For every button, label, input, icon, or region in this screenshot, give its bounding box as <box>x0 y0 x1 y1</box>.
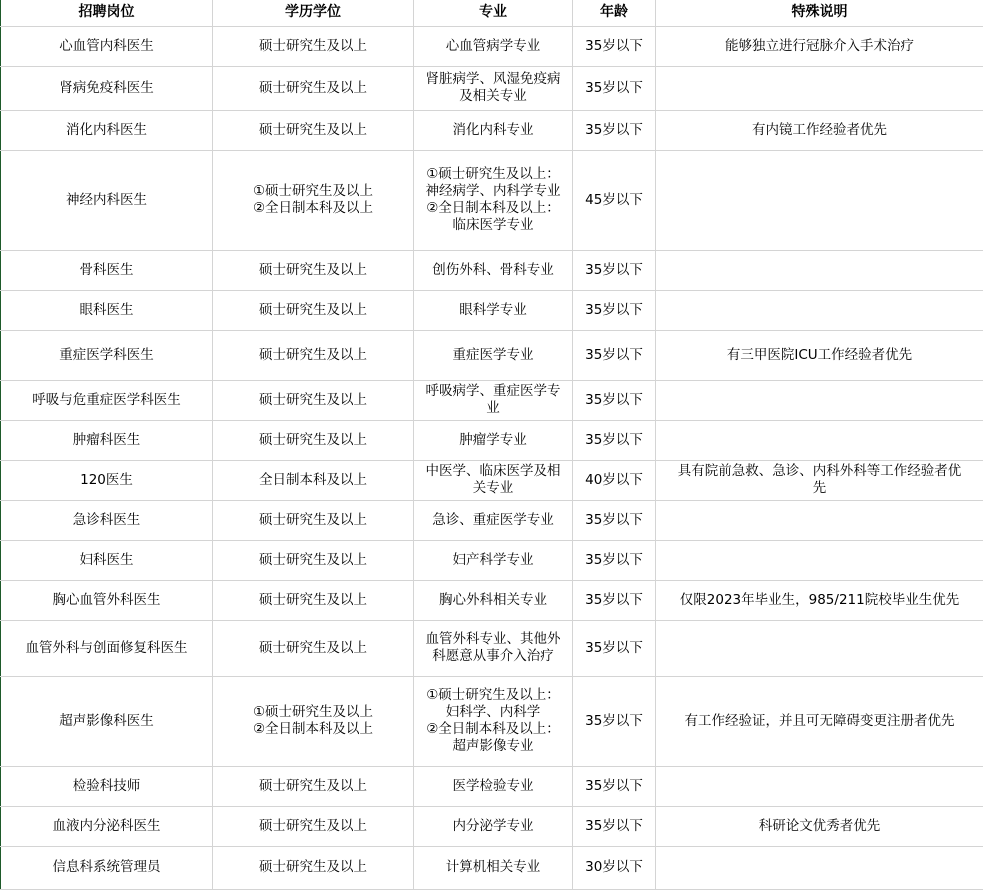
post-cell: 重症医学科医生 <box>1 330 213 380</box>
major-cell: 医学检验专业 <box>414 766 573 806</box>
table-body <box>1 26 983 889</box>
note-cell <box>656 250 983 290</box>
age-cell: 35岁以下 <box>573 500 656 540</box>
major-cell: 呼吸病学、重症医学专 业 <box>414 380 573 420</box>
age-cell: 40岁以下 <box>573 460 656 500</box>
post-cell: 消化内科医生 <box>1 110 213 150</box>
note-cell: 有工作经验证，并且可无障碍变更注册者优先 <box>656 676 983 766</box>
education-cell: 硕士研究生及以上 <box>213 540 414 580</box>
age-cell: 35岁以下 <box>573 540 656 580</box>
post-cell: 检验科技师 <box>1 766 213 806</box>
note-cell: 有三甲医院ICU工作经验者优先 <box>656 330 983 380</box>
note-cell: 有内镜工作经验者优先 <box>656 110 983 150</box>
education-cell: 全日制本科及以上 <box>213 460 414 500</box>
table-row <box>1 380 983 420</box>
note-cell <box>656 846 983 889</box>
post-cell: 血管外科与创面修复科医生 <box>1 620 213 676</box>
note-cell: 仅限2023年毕业生，985/211院校毕业生优先 <box>656 580 983 620</box>
age-cell: 35岁以下 <box>573 766 656 806</box>
post-cell: 神经内科医生 <box>1 150 213 250</box>
table-row <box>1 26 983 66</box>
table-row <box>1 420 983 460</box>
education-cell: 硕士研究生及以上 <box>213 330 414 380</box>
post-cell: 急诊科医生 <box>1 500 213 540</box>
major-cell: 肿瘤学专业 <box>414 420 573 460</box>
age-cell: 35岁以下 <box>573 26 656 66</box>
post-cell: 眼科医生 <box>1 290 213 330</box>
post-cell: 血液内分泌科医生 <box>1 806 213 846</box>
education-cell: 硕士研究生及以上 <box>213 250 414 290</box>
header-major: 专业 <box>414 0 573 26</box>
age-cell: 35岁以下 <box>573 620 656 676</box>
table-row <box>1 66 983 110</box>
education-cell: 硕士研究生及以上 <box>213 290 414 330</box>
note-cell <box>656 420 983 460</box>
table-row <box>1 330 983 380</box>
major-cell: 计算机相关专业 <box>414 846 573 889</box>
header-note: 特殊说明 <box>656 0 983 26</box>
education-cell: 硕士研究生及以上 <box>213 110 414 150</box>
note-cell <box>656 620 983 676</box>
age-cell: 30岁以下 <box>573 846 656 889</box>
table-row <box>1 806 983 846</box>
major-cell: 肾脏病学、风湿免疫病 及相关专业 <box>414 66 573 110</box>
post-cell: 妇科医生 <box>1 540 213 580</box>
age-cell: 35岁以下 <box>573 580 656 620</box>
major-cell: 创伤外科、骨科专业 <box>414 250 573 290</box>
note-cell: 能够独立进行冠脉介入手术治疗 <box>656 26 983 66</box>
age-cell: 35岁以下 <box>573 250 656 290</box>
education-cell: 硕士研究生及以上 <box>213 26 414 66</box>
table-row <box>1 150 983 250</box>
education-cell: 硕士研究生及以上 <box>213 620 414 676</box>
table-row <box>1 110 983 150</box>
major-cell: 血管外科专业、其他外 科愿意从事介入治疗 <box>414 620 573 676</box>
note-cell: 具有院前急救、急诊、内科外科等工作经验者优 先 <box>656 460 983 500</box>
table-row <box>1 250 983 290</box>
education-cell: ①硕士研究生及以上 ②全日制本科及以上 <box>213 676 414 766</box>
major-cell: 中医学、临床医学及相 关专业 <box>414 460 573 500</box>
age-cell: 35岁以下 <box>573 110 656 150</box>
major-cell: 胸心外科相关专业 <box>414 580 573 620</box>
age-cell: 35岁以下 <box>573 290 656 330</box>
header-row <box>1 0 983 26</box>
header-post: 招聘岗位 <box>1 0 213 26</box>
age-cell: 35岁以下 <box>573 420 656 460</box>
age-cell: 35岁以下 <box>573 380 656 420</box>
major-cell: 急诊、重症医学专业 <box>414 500 573 540</box>
table-row <box>1 540 983 580</box>
education-cell: 硕士研究生及以上 <box>213 66 414 110</box>
age-cell: 35岁以下 <box>573 676 656 766</box>
post-cell: 信息科系统管理员 <box>1 846 213 889</box>
post-cell: 120医生 <box>1 460 213 500</box>
age-cell: 35岁以下 <box>573 806 656 846</box>
education-cell: 硕士研究生及以上 <box>213 580 414 620</box>
table-row <box>1 766 983 806</box>
header-education: 学历学位 <box>213 0 414 26</box>
note-cell <box>656 500 983 540</box>
table-row <box>1 620 983 676</box>
major-cell: 内分泌学专业 <box>414 806 573 846</box>
age-cell: 35岁以下 <box>573 330 656 380</box>
table-row <box>1 846 983 889</box>
table-row <box>1 676 983 766</box>
age-cell: 45岁以下 <box>573 150 656 250</box>
post-cell: 呼吸与危重症医学科医生 <box>1 380 213 420</box>
post-cell: 肿瘤科医生 <box>1 420 213 460</box>
note-cell <box>656 540 983 580</box>
post-cell: 胸心血管外科医生 <box>1 580 213 620</box>
table-row <box>1 500 983 540</box>
table-row <box>1 460 983 500</box>
major-cell: 消化内科专业 <box>414 110 573 150</box>
education-cell: 硕士研究生及以上 <box>213 500 414 540</box>
education-cell: 硕士研究生及以上 <box>213 420 414 460</box>
note-cell <box>656 380 983 420</box>
post-cell: 骨科医生 <box>1 250 213 290</box>
table-row <box>1 580 983 620</box>
education-cell: 硕士研究生及以上 <box>213 846 414 889</box>
note-cell <box>656 150 983 250</box>
major-cell: 心血管病学专业 <box>414 26 573 66</box>
education-cell: ①硕士研究生及以上 ②全日制本科及以上 <box>213 150 414 250</box>
major-cell: 重症医学专业 <box>414 330 573 380</box>
table-row <box>1 290 983 330</box>
major-cell: ①硕士研究生及以上： 神经病学、内科学专业 ②全日制本科及以上： 临床医学专业 <box>414 150 573 250</box>
post-cell: 超声影像科医生 <box>1 676 213 766</box>
note-cell: 科研论文优秀者优先 <box>656 806 983 846</box>
education-cell: 硕士研究生及以上 <box>213 380 414 420</box>
education-cell: 硕士研究生及以上 <box>213 766 414 806</box>
note-cell <box>656 766 983 806</box>
age-cell: 35岁以下 <box>573 66 656 110</box>
post-cell: 心血管内科医生 <box>1 26 213 66</box>
note-cell <box>656 290 983 330</box>
major-cell: ①硕士研究生及以上： 妇科学、内科学 ②全日制本科及以上： 超声影像专业 <box>414 676 573 766</box>
header-age: 年龄 <box>573 0 656 26</box>
note-cell <box>656 66 983 110</box>
education-cell: 硕士研究生及以上 <box>213 806 414 846</box>
post-cell: 肾病免疫科医生 <box>1 66 213 110</box>
major-cell: 妇产科学专业 <box>414 540 573 580</box>
major-cell: 眼科学专业 <box>414 290 573 330</box>
